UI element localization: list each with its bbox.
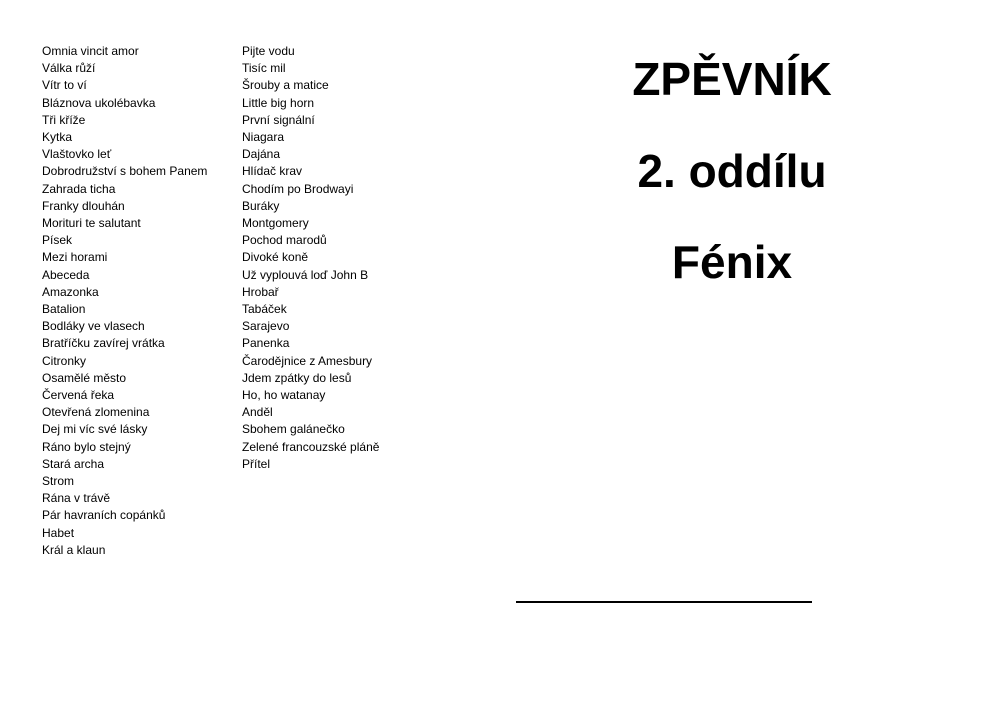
song-list-right [242,43,379,473]
song-title: Divoké koně [242,250,309,265]
song-title: Písek [42,233,73,248]
song-title: Přítel [242,456,271,471]
song-title: Vlaštovko leť [42,147,112,162]
song-title: Pijte vodu [242,44,295,58]
song-title: Amazonka [42,284,99,299]
song-title: Ráno bylo stejný [42,439,131,454]
song-title: Tři kříže [42,112,86,127]
song-title: Niagara [242,130,285,145]
song-title: Otevřená zlomenina [42,405,150,420]
song-title: Dajána [242,147,281,162]
song-title: Dobrodružství s bohem Panem [42,164,208,179]
song-title: Šrouby a matice [242,78,329,93]
song-title: Sbohem galánečko [242,422,345,437]
song-title: Stará archa [42,456,105,471]
song-title: Batalion [42,302,86,317]
song-title: Buráky [242,198,280,213]
song-title: Král a klaun [42,542,106,557]
song-title: Chodím po Brodwayi [242,181,354,196]
cover-title: ZPĚVNÍK [632,53,832,105]
song-title: Ho, ho watanay [242,388,326,403]
song-title: Osamělé město [42,370,127,385]
song-title: Sarajevo [242,319,290,334]
song-title: Hlídač krav [242,164,303,179]
song-title: Už vyplouvá loď John B [242,267,369,282]
song-title: Kytka [42,130,73,145]
song-title: Morituri te salutant [42,216,141,231]
song-title: Little big horn [242,95,315,110]
song-title: Červená řeka [42,388,115,403]
song-title: Omnia vincit amor [42,44,139,58]
cover-subtitle: 2. oddílu [637,145,827,197]
song-title: Pochod marodů [242,233,327,248]
name-blank-line [516,601,812,603]
song-title: Bratříčku zavírej vrátka [42,336,165,351]
song-title: Habet [42,525,75,540]
song-title: Rána v trávě [42,491,111,506]
song-list-left [42,43,207,559]
song-title: Pár havraních copánků [42,508,166,523]
song-title: Zelené francouzské pláně [242,439,380,454]
song-title: Vítr to ví [42,78,87,93]
song-title: První signální [242,112,315,127]
song-title: Válka růží [42,61,96,76]
song-title: Mezi horami [42,250,108,265]
song-title: Citronky [42,353,87,368]
song-title: Franky dlouhán [42,198,125,213]
cover-troop-name: Fénix [671,236,793,288]
song-title: Jdem zpátky do lesů [242,370,352,385]
song-title: Panenka [242,336,290,351]
song-title: Tisíc mil [242,61,286,76]
song-title: Tabáček [242,302,287,317]
song-title: Bláznova ukolébavka [42,95,156,110]
song-title: Strom [42,474,75,489]
song-title: Montgomery [242,216,309,231]
song-title: Hrobař [242,284,279,299]
song-title: Abeceda [42,267,90,282]
song-title: Anděl [242,405,273,420]
song-title: Bodláky ve vlasech [42,319,145,334]
song-title: Zahrada ticha [42,181,116,196]
song-title: Čarodějnice z Amesbury [242,353,373,368]
song-title: Dej mi víc své lásky [42,422,148,437]
